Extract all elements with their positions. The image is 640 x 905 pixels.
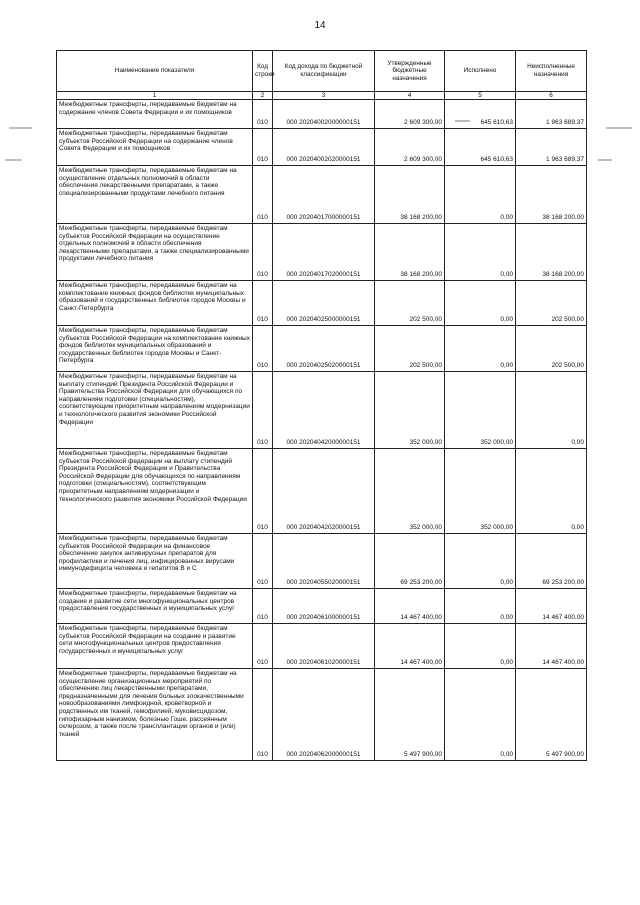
executed-amount: 0,00 — [445, 326, 516, 372]
indicator-name: Межбюджетные трансферты, передаваемые бюджетам субъектов Российской Федерации на создание и развитие сети многофункциональных центров предоставления государственных и муниципальных услуг — [57, 624, 253, 669]
unexecuted-amount: 5 497 900,00 — [516, 669, 587, 761]
unexecuted-amount: 0,00 — [516, 449, 587, 534]
table-row — [57, 669, 587, 761]
unexecuted-amount: 202 500,00 — [516, 281, 587, 326]
table-row — [57, 589, 587, 624]
approved-amount: 14 467 400,00 — [375, 624, 445, 669]
header-line-code: Код строки — [253, 51, 273, 92]
approved-amount: 352 000,00 — [375, 372, 445, 449]
approved-amount: 38 168 200,00 — [375, 224, 445, 281]
income-code: 000 20204025000000151 — [273, 281, 375, 326]
executed-amount: 352 000,00 — [445, 372, 516, 449]
executed-amount: 0,00 — [445, 589, 516, 624]
line-code: 010 — [253, 449, 273, 534]
column-number-row — [57, 92, 587, 100]
column-number: 4 — [375, 92, 445, 100]
income-code: 000 20204042000000151 — [273, 372, 375, 449]
executed-amount: 0,00 — [445, 166, 516, 224]
income-code: 000 20204025020000151 — [273, 326, 375, 372]
approved-amount: 202 500,00 — [375, 281, 445, 326]
column-number: 1 — [57, 92, 253, 100]
income-code: 000 20204002000000151 — [273, 100, 375, 129]
indicator-name: Межбюджетные трансферты, передаваемые бюджетам субъектов Российской Федерации на осуществление отдельных полномочий в области обеспечения лекарственными препаратами, а также специализированными продуктами лечебного питания — [57, 224, 253, 281]
income-code: 000 20204061000000151 — [273, 589, 375, 624]
indicator-name: Межбюджетные трансферты, передаваемые бюджетам субъектов Российской Федерации на содержание членов Совета Федерации и их помощников — [57, 129, 253, 166]
unexecuted-amount: 14 467 400,00 — [516, 624, 587, 669]
income-code: 000 20204017000000151 — [273, 166, 375, 224]
header-executed: Исполнено — [445, 51, 516, 92]
table-row — [57, 129, 587, 166]
unexecuted-amount: 1 963 689,37 — [516, 129, 587, 166]
indicator-name: Межбюджетные трансферты, передаваемые бюджетам на создание и развитие сети многофункциональных центров предоставления государственных и муниципальных услуг — [57, 589, 253, 624]
line-code: 010 — [253, 100, 273, 129]
executed-amount: 0,00 — [445, 224, 516, 281]
table-row — [57, 624, 587, 669]
approved-amount: 202 500,00 — [375, 326, 445, 372]
indicator-name: Межбюджетные трансферты, передаваемые бюджетам субъектов Российской федерации на выплату стипендий Президента Российской Федерации и Правительства Российской Федерации для обучающихся по направлениям подготовки (специальностям), соответствующим приоритетным направлениям модернизации и технологического развития экономики Российской Федерации — [57, 449, 253, 534]
table-row — [57, 100, 587, 129]
income-code: 000 20204062000000151 — [273, 669, 375, 761]
line-code: 010 — [253, 589, 273, 624]
line-code: 010 — [253, 326, 273, 372]
table-row — [57, 224, 587, 281]
line-code: 010 — [253, 166, 273, 224]
header-approved: Утвержденные бюджетные назначения — [375, 51, 445, 92]
indicator-name: Межбюджетные трансферты, передаваемые бюджетам на комплектование книжных фондов библиотек муниципальных образований и государственных библиотек городов Москвы и Санкт-Петербурга — [57, 281, 253, 326]
executed-amount: 0,00 — [445, 624, 516, 669]
line-code: 010 — [253, 669, 273, 761]
column-number: 2 — [253, 92, 273, 100]
budget-report-table — [56, 50, 587, 761]
unexecuted-amount: 1 963 689,37 — [516, 100, 587, 129]
approved-amount: 14 467 400,00 — [375, 589, 445, 624]
approved-amount: 2 609 300,00 — [375, 129, 445, 166]
indicator-name: Межбюджетные трансферты, передаваемые бюджетам субъектов Российской Федерации на финансовое обеспечение закупок антивирусных препаратов для профилактики и лечения лиц, инфицированных вирусами иммунодефицита человека и гепатитов В и С — [57, 534, 253, 589]
unexecuted-amount: 202 500,00 — [516, 326, 587, 372]
unexecuted-amount: 38 168 200,00 — [516, 224, 587, 281]
income-code: 000 20204055020000151 — [273, 534, 375, 589]
indicator-name: Межбюджетные трансферты, передаваемые бюджетам субъектов Российской Федерации на комплектование книжных фондов библиотек муниципальных образований и государственных библиотек городов Москвы и Санкт-Петербурга — [57, 326, 253, 372]
column-number: 5 — [445, 92, 516, 100]
header-unexecuted: Неисполненные назначения — [516, 51, 587, 92]
column-number: 6 — [516, 92, 587, 100]
page-number: 14 — [314, 20, 326, 31]
line-code: 010 — [253, 224, 273, 281]
column-number: 3 — [273, 92, 375, 100]
table-row — [57, 372, 587, 449]
indicator-name: Межбюджетные трансферты, передаваемые бюджетам на выплату стипендий Президента Российской Федерации и Правительства Российской Федерации для обучающихся по направлениям подготовки (специальностям), соответствующим приоритетным направлениям модернизации и технологического развития экономики Российской Федерации — [57, 372, 253, 449]
indicator-name: Межбюджетные трансферты, передаваемые бюджетам на осуществление отдельных полномочий в области обеспечения лекарственными препаратами, а также специализированными продуктами лечебного питания — [57, 166, 253, 224]
approved-amount: 5 497 900,00 — [375, 669, 445, 761]
table-row — [57, 281, 587, 326]
income-code: 000 20204042020000151 — [273, 449, 375, 534]
approved-amount: 38 168 200,00 — [375, 166, 445, 224]
line-code: 010 — [253, 129, 273, 166]
approved-amount: 352 000,00 — [375, 449, 445, 534]
line-code: 010 — [253, 624, 273, 669]
executed-amount: 0,00 — [445, 534, 516, 589]
header-indicator-name: Наименование показателя — [57, 51, 253, 92]
indicator-name: Межбюджетные трансферты, передаваемые бюджетам на осуществление организационных мероприятий по обеспечению лиц лекарственными препаратами, предназначенными для лечения больных злокачественными новообразованиями лимфоидной, кроветворной и родственных им тканей, гемофилией, муковисцидозом, гипофизарным нанизмом, болезнью Гоше, рассеянным склерозом, а также после трансплантации органов и (или) тканей — [57, 669, 253, 761]
executed-amount: 645 610,63 — [445, 100, 516, 129]
indicator-name: Межбюджетные трансферты, передаваемые бюджетам на содержание членов Совета Федерации и их помощников — [57, 100, 253, 129]
table-row — [57, 326, 587, 372]
executed-amount: 0,00 — [445, 281, 516, 326]
line-code: 010 — [253, 281, 273, 326]
income-code: 000 20204061020000151 — [273, 624, 375, 669]
executed-amount: 352 000,00 — [445, 449, 516, 534]
header-income-code: Код дохода по бюджетной классификации — [273, 51, 375, 92]
income-code: 000 20204002020000151 — [273, 129, 375, 166]
unexecuted-amount: 69 253 200,00 — [516, 534, 587, 589]
table-row — [57, 534, 587, 589]
unexecuted-amount: 14 467 400,00 — [516, 589, 587, 624]
line-code: 010 — [253, 372, 273, 449]
table-header-row — [57, 51, 587, 92]
table-row — [57, 166, 587, 224]
executed-amount: 0,00 — [445, 669, 516, 761]
table-row — [57, 449, 587, 534]
approved-amount: 69 253 200,00 — [375, 534, 445, 589]
executed-amount: 645 610,63 — [445, 129, 516, 166]
unexecuted-amount: 38 168 200,00 — [516, 166, 587, 224]
income-code: 000 20204017020000151 — [273, 224, 375, 281]
unexecuted-amount: 0,00 — [516, 372, 587, 449]
approved-amount: 2 609 300,00 — [375, 100, 445, 129]
line-code: 010 — [253, 534, 273, 589]
